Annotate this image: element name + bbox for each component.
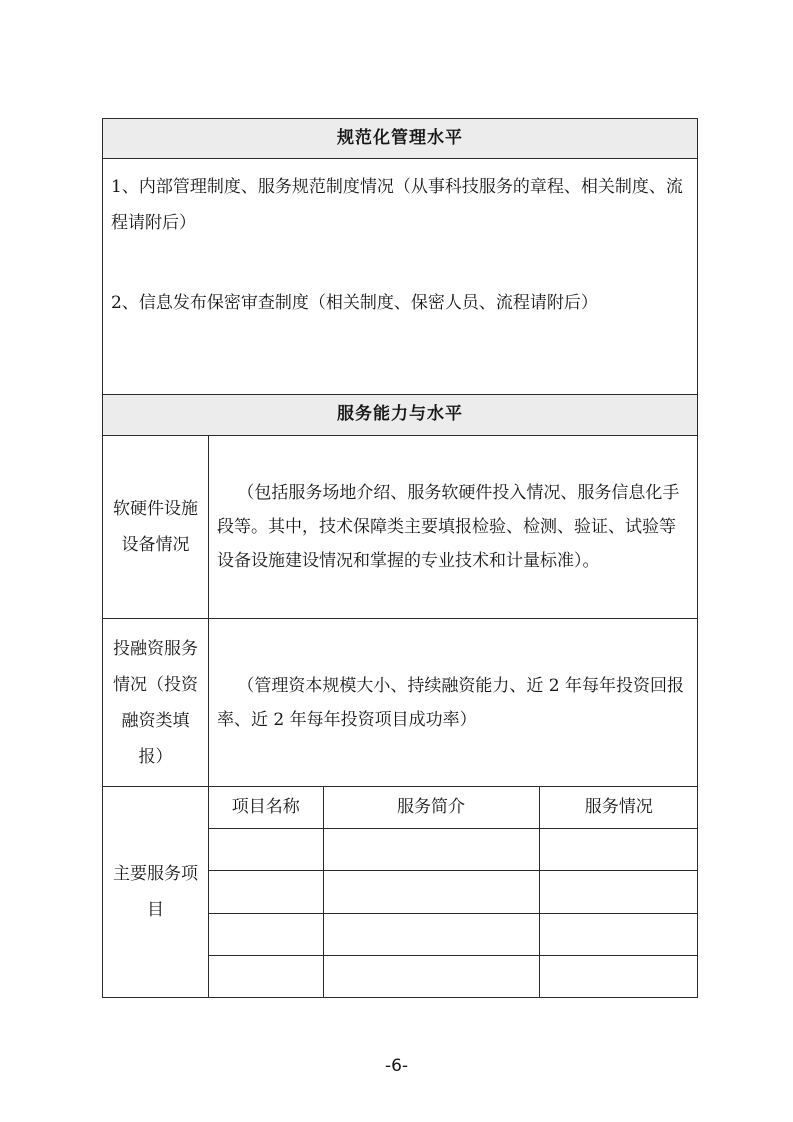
column-header-project-name: 项目名称 xyxy=(209,787,323,829)
table-row xyxy=(209,955,698,997)
facilities-content[interactable]: （包括服务场地介绍、服务软硬件投入情况、服务信息化手段等。其中，技术保障类主要填报检验、检测、验证、试验等设备设施建设情况和掌握的专业技术和计量标准）。 xyxy=(209,436,698,619)
main-projects-table-cell xyxy=(209,787,698,998)
investment-content[interactable]: （管理资本规模大小、持续融资能力、近 2 年每年投资回报率、近 2 年每年投资项目成功率） xyxy=(209,619,698,787)
main-projects-label: 主要服务项目 xyxy=(103,787,209,998)
service-summary-cell[interactable] xyxy=(323,829,539,871)
service-status-cell[interactable] xyxy=(539,955,698,997)
standardization-item-1: 1、内部管理制度、服务规范制度情况（从事科技服务的章程、相关制度、流程请附后） xyxy=(111,177,683,233)
service-form-table xyxy=(102,118,698,998)
column-header-service-summary: 服务简介 xyxy=(323,787,539,829)
project-name-cell[interactable] xyxy=(209,913,323,955)
table-row xyxy=(209,871,698,913)
service-summary-cell[interactable] xyxy=(323,913,539,955)
section-header-standardization: 规范化管理水平 xyxy=(103,119,698,159)
project-name-cell[interactable] xyxy=(209,955,323,997)
service-summary-cell[interactable] xyxy=(323,871,539,913)
facilities-label: 软硬件设施设备情况 xyxy=(103,436,209,619)
page-number: -6- xyxy=(384,1056,409,1076)
column-header-service-status: 服务情况 xyxy=(539,787,698,829)
project-name-cell[interactable] xyxy=(209,871,323,913)
service-status-cell[interactable] xyxy=(539,871,698,913)
service-status-cell[interactable] xyxy=(539,829,698,871)
section-header-capability: 服务能力与水平 xyxy=(103,395,698,436)
main-projects-table xyxy=(209,787,698,997)
main-projects-header-row xyxy=(209,787,698,829)
standardization-content[interactable] xyxy=(103,159,698,395)
project-name-cell[interactable] xyxy=(209,829,323,871)
table-row xyxy=(209,829,698,871)
service-summary-cell[interactable] xyxy=(323,955,539,997)
table-row xyxy=(209,913,698,955)
investment-label: 投融资服务情况（投资融资类填报） xyxy=(103,619,209,787)
service-status-cell[interactable] xyxy=(539,913,698,955)
standardization-item-2: 2、信息发布保密审查制度（相关制度、保密人员、流程请附后） xyxy=(111,293,598,313)
